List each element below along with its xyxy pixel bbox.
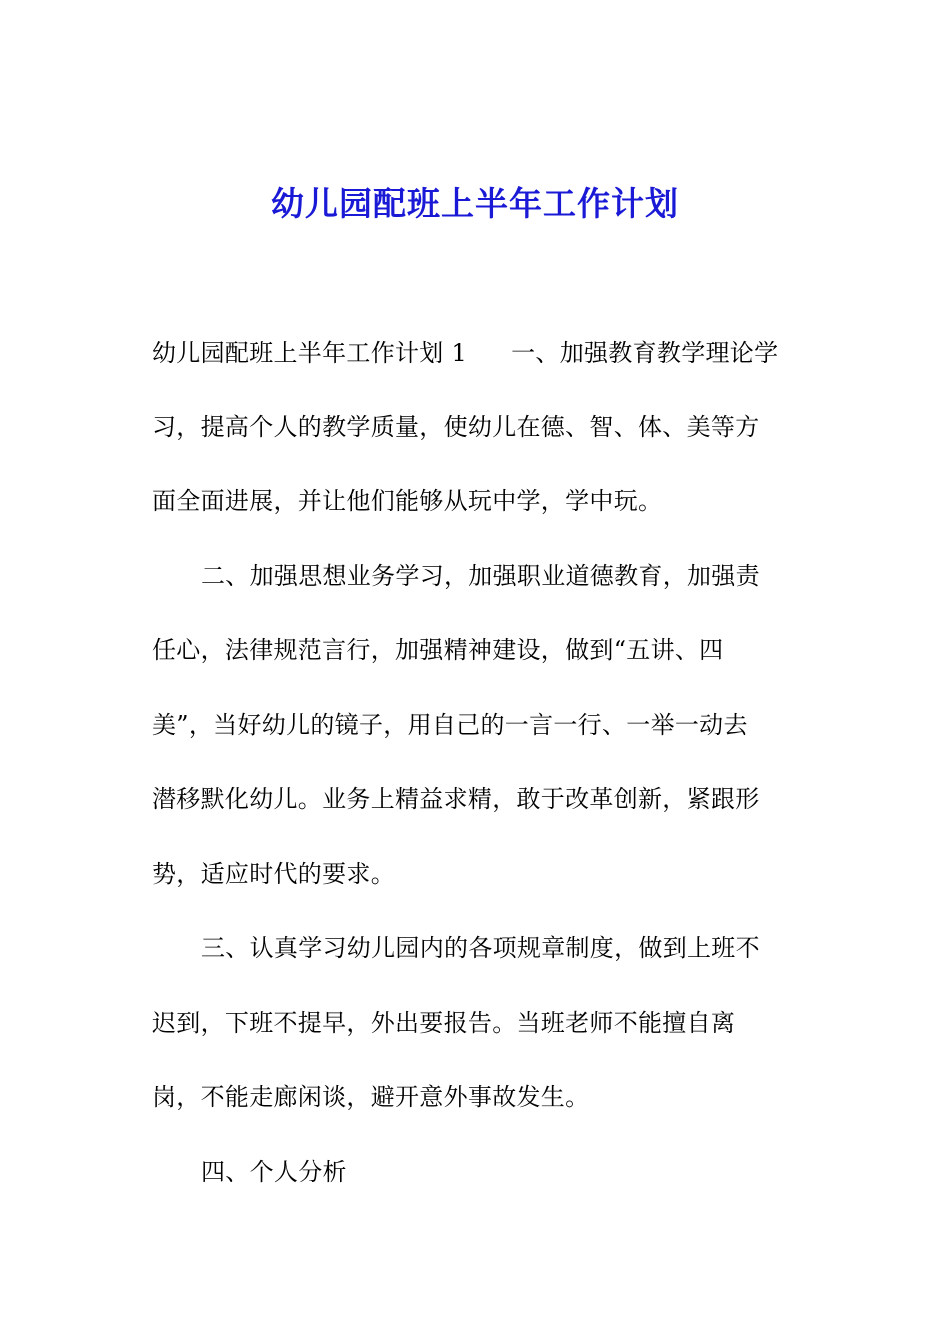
text-line: 势，适应时代的要求。 bbox=[152, 860, 395, 888]
text-line: 面全面进展，并让他们能够从玩中学，学中玩。 bbox=[152, 487, 663, 515]
text-line: 迟到，下班不提早，外出要报告。当班老师不能擅自离 bbox=[152, 1009, 736, 1037]
text-line: 岗，不能走廊闲谈，避开意外事故发生。 bbox=[152, 1083, 590, 1111]
document-title: 幼儿园配班上半年工作计划 bbox=[271, 184, 679, 223]
text-line: 潜移默化幼儿。业务上精益求精，敢于改革创新，紧跟形 bbox=[152, 785, 760, 813]
text-line: 二、加强思想业务学习，加强职业道德教育，加强责 bbox=[201, 562, 760, 590]
text-line: 习，提高个人的教学质量，使幼儿在德、智、体、美等方 bbox=[152, 413, 760, 441]
text-line: 四、个人分析 bbox=[201, 1158, 347, 1186]
text-line: 美”，当好幼儿的镜子，用自己的一言一行、一举一动去 bbox=[152, 711, 748, 739]
text-line: 三、认真学习幼儿园内的各项规章制度，做到上班不 bbox=[201, 934, 760, 962]
section-heading: 幼儿园配班上半年工作计划 1 bbox=[152, 339, 468, 367]
text-segment: 一、加强教育教学理论学 bbox=[511, 339, 779, 367]
text-line bbox=[152, 338, 778, 368]
text-line: 任心，法律规范言行，加强精神建设，做到“五讲、四 bbox=[152, 636, 724, 664]
